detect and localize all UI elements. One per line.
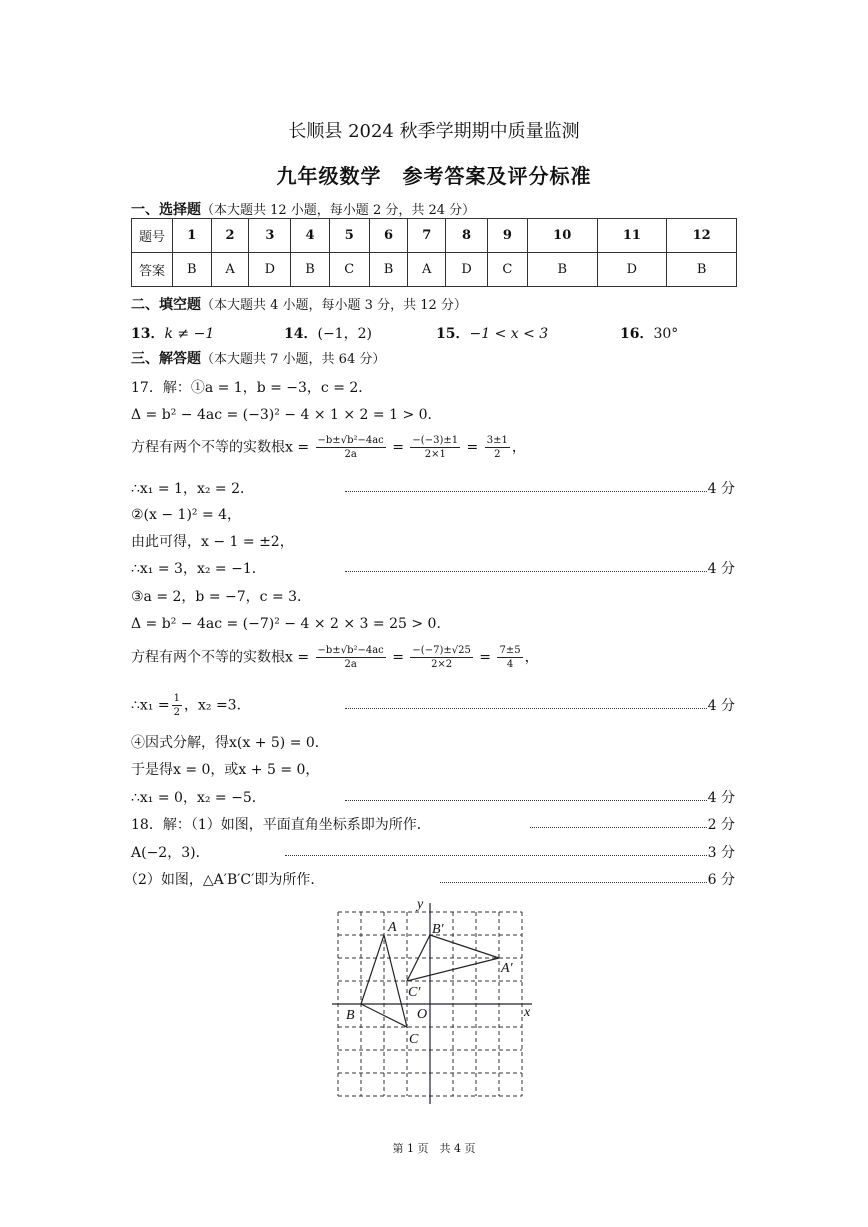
table-cell: B <box>527 253 597 287</box>
section1-heading <box>131 199 475 219</box>
point-a1-label: A′ <box>501 961 513 976</box>
denominator: 2a <box>344 449 357 460</box>
denominator: 2×1 <box>424 449 446 460</box>
exam-title: 长顺县 2024 秋季学期期中质量监测 <box>288 121 580 142</box>
fill-item-16 <box>620 323 678 343</box>
q18-line-1: 18．解：（1）如图，平面直角坐标系即为所作． <box>131 817 431 833</box>
q18-line-3: （2）如图，△A′B′C′即为所作． <box>124 872 325 888</box>
denominator: 4 <box>506 659 514 670</box>
q17-line-5: ②(x − 1)² = 4， <box>131 507 242 523</box>
item-answer: 30° <box>653 326 679 342</box>
table-cell: B <box>369 253 408 287</box>
q17-line-8: ③a = 2，b = −7，c = 3． <box>131 589 312 605</box>
score-label: 4 分 <box>707 790 735 806</box>
fill-item-13 <box>131 323 214 343</box>
fraction <box>485 434 510 461</box>
section3-heading <box>131 348 385 368</box>
table-cell: 5 <box>329 219 369 253</box>
q17-line-9: Δ = b² − 4ac = (−7)² − 4 × 2 × 3 = 25 > 0． <box>131 616 451 632</box>
question-number-row <box>132 219 737 253</box>
line-prefix: ∴x₁ = <box>131 697 170 714</box>
q17-line-6: 由此可得，x − 1 = ±2， <box>131 534 294 550</box>
table-cell: D <box>446 253 488 287</box>
table-cell: D <box>249 253 291 287</box>
score-leader-dots <box>440 882 707 883</box>
item-answer: k ≠ −1 <box>164 326 215 342</box>
answer-row <box>132 253 737 287</box>
score-leader-dots <box>345 491 707 492</box>
table-cell: B <box>667 253 737 287</box>
page-footer: 第 1 页 共 4 页 <box>392 1142 476 1155</box>
table-cell: 10 <box>527 219 597 253</box>
fraction <box>316 644 386 671</box>
numerator: −(−3)±1 <box>412 435 459 446</box>
table-cell: 1 <box>173 219 212 253</box>
q17-line-12: ④因式分解，得x(x + 5) = 0． <box>131 735 329 751</box>
q17-line-4: ∴x₁ = 1，x₂ = 2． <box>131 481 254 497</box>
coordinate-grid-figure <box>328 895 540 1107</box>
fraction <box>410 644 472 671</box>
fill-item-15 <box>436 323 548 343</box>
table-cell: C <box>329 253 369 287</box>
score-label: 2 分 <box>707 817 735 833</box>
score-leader-dots <box>530 827 707 828</box>
y-axis-label: y <box>417 897 424 912</box>
point-b-label: B <box>346 1008 355 1023</box>
item-answer: (−1，2) <box>317 326 372 342</box>
item-number: 13． <box>131 326 165 342</box>
fill-item-14 <box>284 323 372 343</box>
score-label: 3 分 <box>707 845 735 861</box>
section3-note: （本大题共 7 小题，共 64 分） <box>201 352 386 367</box>
denominator: 2 <box>494 449 501 460</box>
item-number: 15． <box>436 326 470 342</box>
score-leader-dots <box>345 571 707 572</box>
table-cell: 7 <box>408 219 446 253</box>
section1-label: 一、选择题 <box>131 202 201 218</box>
point-c-label: C <box>409 1032 419 1047</box>
table-cell: 8 <box>446 219 488 253</box>
line-suffix: ，x₂ =3． <box>183 697 251 714</box>
q17-line-10: 方程有两个不等的实数根x = $\frac{\text{−b±√b²−4ac}}{2a}$ = $\frac{-(-7)\pm√25}{2\times 2}$ = $\frac{7\pm 5}{4}$ ， <box>131 645 539 670</box>
item-number: 14． <box>284 326 318 342</box>
table-cell: 4 <box>291 219 330 253</box>
table-cell: D <box>597 253 667 287</box>
item-answer: −1 < x < 3 <box>469 326 549 342</box>
table-cell: A <box>408 253 446 287</box>
q17-line-14: ∴x₁ = 0，x₂ = −5． <box>131 790 266 806</box>
table-cell: C <box>487 253 527 287</box>
table-cell: 6 <box>369 219 408 253</box>
denominator: 2×2 <box>431 659 453 670</box>
fraction <box>410 434 460 461</box>
score-leader-dots <box>345 800 707 801</box>
item-number: 16． <box>620 326 654 342</box>
numerator: 3±1 <box>486 435 508 446</box>
q17-line-7: ∴x₁ = 3，x₂ = −1． <box>131 561 266 577</box>
score-label: 4 分 <box>707 481 735 497</box>
q17-line-11 <box>131 692 251 719</box>
numerator: −b±√b²−4ac <box>317 645 384 656</box>
q17-line-3: 方程有两个不等的实数根x = $\frac{\text{−b±√b²−4ac}}{2a}$ = $\frac{-(-3)\pm 1}{2\times 1}$ = $\frac{3\pm 1}{2}$ ， <box>131 435 526 460</box>
section2-label: 二、填空题 <box>131 297 201 313</box>
fraction <box>497 644 522 671</box>
table-cell: 11 <box>597 219 667 253</box>
q17-line-13: 于是得x = 0，或x + 5 = 0， <box>131 762 320 778</box>
section2-heading <box>131 294 467 314</box>
choice-answer-table <box>131 218 737 287</box>
q18-line-2: A(−2，3)． <box>131 845 210 861</box>
row-label-answer: 答案 <box>132 253 173 287</box>
table-cell: B <box>291 253 330 287</box>
table-cell: 12 <box>667 219 737 253</box>
line-prefix: 方程有两个不等的实数根x = <box>131 439 310 456</box>
point-c1-label: C′ <box>408 985 421 1000</box>
fraction <box>316 434 386 461</box>
row-label-question: 题号 <box>132 219 173 253</box>
denominator: 2 <box>173 707 180 718</box>
numerator: −b±√b²−4ac <box>317 435 384 446</box>
point-a-label: A <box>388 920 397 935</box>
x-axis-label: x <box>524 1005 531 1020</box>
section1-note: （本大题共 12 小题，每小题 2 分，共 24 分） <box>201 203 476 218</box>
table-cell: 9 <box>487 219 527 253</box>
numerator: −(−7)±√25 <box>412 645 471 656</box>
numerator: 1 <box>173 693 180 704</box>
fraction <box>172 692 182 719</box>
section3-label: 三、解答题 <box>131 351 201 367</box>
section2-note: （本大题共 4 小题，每小题 3 分，共 12 分） <box>201 298 467 313</box>
q17-line-2: Δ = b² − 4ac = (−3)² − 4 × 1 × 2 = 1 > 0． <box>131 407 442 423</box>
denominator: 2a <box>344 659 357 670</box>
point-b1-label: B′ <box>432 922 444 937</box>
origin-label: O <box>417 1007 428 1022</box>
numerator: 7±5 <box>499 645 521 656</box>
table-cell: B <box>173 253 212 287</box>
table-cell: A <box>211 253 249 287</box>
score-leader-dots <box>285 855 707 856</box>
table-cell: 3 <box>249 219 291 253</box>
score-label: 6 分 <box>707 872 735 888</box>
line-prefix: 方程有两个不等的实数根x = <box>131 649 310 666</box>
table-cell: 2 <box>211 219 249 253</box>
score-leader-dots <box>345 708 707 709</box>
q17-line-1: 17．解：①a = 1，b = −3，c = 2． <box>131 380 373 396</box>
answer-key-subtitle: 九年级数学 参考答案及评分标准 <box>276 164 592 188</box>
score-label: 4 分 <box>707 561 735 577</box>
score-label: 4 分 <box>707 698 735 714</box>
